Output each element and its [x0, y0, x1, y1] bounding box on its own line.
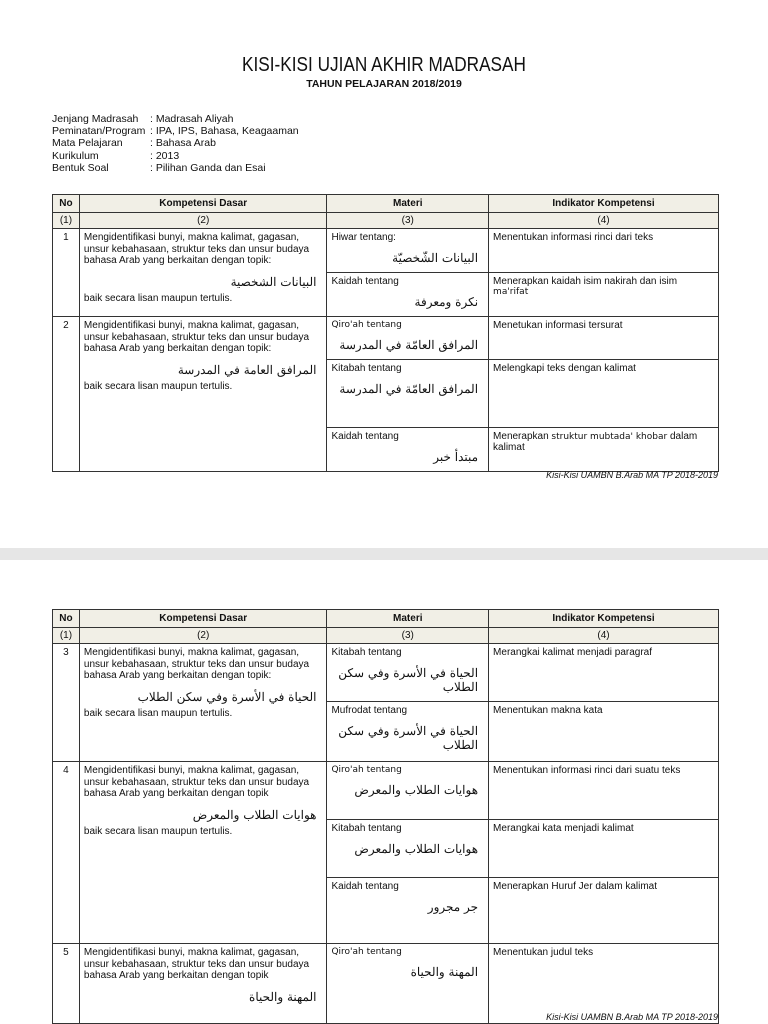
- materi-cell: [327, 644, 489, 702]
- meta-row: [52, 162, 299, 174]
- materi-arabic: الحياة في الأسرة وفي سكن الطلاب: [338, 666, 479, 694]
- kd-text: Mengidentifikasi bunyi, makna kalimat, gagasan, unsur kebahasaan, struktur teks dan unsur budaya bahasa Arab yang berkaitan dengan topik:: [83, 647, 310, 681]
- materi-label: Kitabah tentang: [331, 363, 402, 374]
- header-kd: Kompetensi Dasar: [79, 610, 327, 628]
- document-subtitle: TAHUN PELAJARAN 2018/2019: [306, 78, 462, 90]
- materi-arabic: نكرة ومعرفة: [414, 295, 479, 309]
- materi-cell: [327, 317, 489, 360]
- meta-label: Bentuk Soal: [52, 161, 109, 174]
- document-title: KISI-KISI UJIAN AKHIR MADRASAH: [242, 54, 526, 76]
- indikator-cell: Menentukan informasi rinci dari suatu teks: [489, 762, 719, 820]
- materi-cell: [327, 762, 489, 820]
- row-number: 2: [53, 317, 80, 472]
- materi-label: Mufrodat tentang: [331, 705, 408, 716]
- page-footer: Kisi-Kisi UAMBN B.Arab MA TP 2018-2019: [546, 470, 718, 480]
- column-number-row: [53, 628, 719, 644]
- kisi-table-1: [52, 194, 719, 472]
- col-num: (4): [489, 213, 719, 229]
- table-header-row: [53, 610, 719, 628]
- header-materi: Materi: [327, 610, 489, 628]
- header-indikator: Indikator Kompetensi: [489, 610, 719, 628]
- materi-cell: [327, 273, 489, 317]
- materi-label: Qiro'ah tentang: [331, 765, 402, 775]
- kd-cell: [79, 644, 327, 762]
- table-row: [53, 229, 719, 273]
- meta-value: : Bahasa Arab: [150, 137, 216, 150]
- kisi-table-2: [52, 609, 719, 1024]
- kd-text: Mengidentifikasi bunyi, makna kalimat, gagasan, unsur kebahasaan, struktur teks dan unsur budaya bahasa Arab yang berkaitan dengan topik: [83, 765, 310, 799]
- col-num: (4): [489, 628, 719, 644]
- row-number: 3: [53, 644, 80, 762]
- materi-label: Kaidah tentang: [331, 881, 399, 892]
- meta-label: Mata Pelajaran: [52, 137, 123, 150]
- materi-arabic: هوايات الطلاب والمعرض: [354, 783, 479, 797]
- indikator-text: ma'rifat: [493, 287, 529, 297]
- kd-topic-arabic: المهنة والحياة: [249, 989, 317, 1004]
- kd-cell: [79, 229, 327, 317]
- materi-label: Qiro'ah tentang: [331, 320, 402, 330]
- meta-row: [52, 113, 299, 125]
- kd-topic-arabic: المرافق العامة في المدرسة: [177, 362, 317, 377]
- kd-cell: [79, 944, 327, 1024]
- indikator-cell: Menentukan informasi rinci dari teks: [489, 229, 719, 273]
- materi-label: Qiro'ah tentang: [331, 947, 402, 957]
- header-no: No: [53, 195, 80, 213]
- row-number: 1: [53, 229, 80, 317]
- indikator-cell: Merangkai kata menjadi kalimat: [489, 820, 719, 878]
- materi-cell: [327, 360, 489, 428]
- meta-value: : 2013: [150, 149, 180, 162]
- row-number: 5: [53, 944, 80, 1024]
- indikator-cell: Menerapkan Huruf Jer dalam kalimat: [489, 878, 719, 944]
- materi-cell: [327, 878, 489, 944]
- table-row: [53, 762, 719, 820]
- header-no: No: [53, 610, 80, 628]
- materi-arabic: المهنة والحياة: [410, 965, 479, 979]
- page-footer: Kisi-Kisi UAMBN B.Arab MA TP 2018-2019: [546, 1012, 718, 1022]
- table-header-row: [53, 195, 719, 213]
- kd-cell: [79, 317, 327, 472]
- materi-cell: [327, 820, 489, 878]
- materi-cell: [327, 944, 489, 1024]
- row-number: 4: [53, 762, 80, 944]
- indikator-text: dalam kalimat: [493, 431, 698, 453]
- table-row: [53, 944, 719, 1024]
- kd-topic-arabic: البيانات الشخصية: [230, 274, 317, 289]
- col-num: (3): [327, 213, 489, 229]
- materi-arabic: المرافق العامّة في المدرسة: [339, 382, 479, 396]
- materi-cell: [327, 702, 489, 762]
- meta-row: [52, 137, 299, 149]
- indikator-text: Menerapkan kaidah isim nakirah dan isim: [493, 276, 678, 287]
- materi-label: Kaidah tentang: [331, 431, 399, 442]
- kd-tail: baik secara lisan maupun tertulis.: [83, 380, 233, 392]
- materi-arabic: الحياة في الأسرة وفي سكن الطلاب: [338, 724, 479, 752]
- kd-tail: baik secara lisan maupun tertulis.: [83, 707, 233, 719]
- header-indikator: Indikator Kompetensi: [489, 195, 719, 213]
- materi-label: Kitabah tentang: [331, 823, 402, 834]
- materi-arabic: مبتدأ خبر: [433, 450, 479, 464]
- header-materi: Materi: [327, 195, 489, 213]
- meta-value: : IPA, IPS, Bahasa, Keagaaman: [150, 125, 299, 138]
- meta-value: : Madrasah Aliyah: [150, 113, 234, 125]
- indikator-cell: [489, 273, 719, 317]
- col-num: (2): [79, 213, 327, 229]
- col-num: (1): [53, 213, 80, 229]
- indikator-cell: Melengkapi teks dengan kalimat: [489, 360, 719, 428]
- indikator-cell: Menentukan makna kata: [489, 702, 719, 762]
- materi-arabic: المرافق العامّة في المدرسة: [339, 338, 479, 352]
- table-row: [53, 644, 719, 702]
- indikator-text: struktur mubtada' khobar: [551, 432, 668, 442]
- indikator-cell: [489, 428, 719, 472]
- table-row: [53, 317, 719, 360]
- col-num: (2): [79, 628, 327, 644]
- indikator-cell: Menetukan informasi tersurat: [489, 317, 719, 360]
- materi-label: Kaidah tentang: [331, 276, 399, 287]
- materi-label: Hiwar tentang:: [331, 232, 396, 243]
- kd-topic-arabic: هوايات الطلاب والمعرض: [192, 807, 317, 822]
- column-number-row: [53, 213, 719, 229]
- col-num: (1): [53, 628, 80, 644]
- meta-label: Jenjang Madrasah: [52, 113, 139, 125]
- kd-tail: baik secara lisan maupun tertulis.: [83, 825, 233, 837]
- indikator-cell: Menentukan judul teks: [489, 944, 719, 1024]
- materi-label: Kitabah tentang: [331, 647, 402, 658]
- materi-arabic: جر مجرور: [427, 900, 479, 914]
- kd-text: Mengidentifikasi bunyi, makna kalimat, gagasan, unsur kebahasaan, struktur teks dan unsur budaya bahasa Arab yang berkaitan dengan topik: [83, 947, 310, 981]
- materi-arabic: هوايات الطلاب والمعرض: [354, 842, 479, 856]
- kd-topic-arabic: الحياة في الأسرة وفي سكن الطلاب: [137, 689, 317, 704]
- materi-arabic: البيانات الشّخصيّة: [392, 251, 479, 265]
- kd-text: Mengidentifikasi bunyi, makna kalimat, gagasan, unsur kebahasaan, struktur teks dan unsur budaya bahasa Arab yang berkaitan dengan topik:: [83, 232, 310, 266]
- kd-tail: baik secara lisan maupun tertulis.: [83, 292, 233, 304]
- indikator-text: Menerapkan: [493, 431, 549, 442]
- materi-cell: [327, 428, 489, 472]
- col-num: (3): [327, 628, 489, 644]
- meta-label: Peminatan/Program: [52, 125, 146, 138]
- indikator-cell: Merangkai kalimat menjadi paragraf: [489, 644, 719, 702]
- meta-info: [52, 113, 299, 174]
- header-kd: Kompetensi Dasar: [79, 195, 327, 213]
- meta-row: [52, 125, 299, 137]
- meta-label: Kurikulum: [52, 149, 99, 162]
- meta-value: : Pilihan Ganda dan Esai: [150, 161, 266, 174]
- kd-text: Mengidentifikasi bunyi, makna kalimat, gagasan, unsur kebahasaan, struktur teks dan unsur budaya bahasa Arab yang berkaitan dengan topik:: [83, 320, 310, 354]
- meta-row: [52, 150, 299, 162]
- materi-cell: [327, 229, 489, 273]
- kd-cell: [79, 762, 327, 944]
